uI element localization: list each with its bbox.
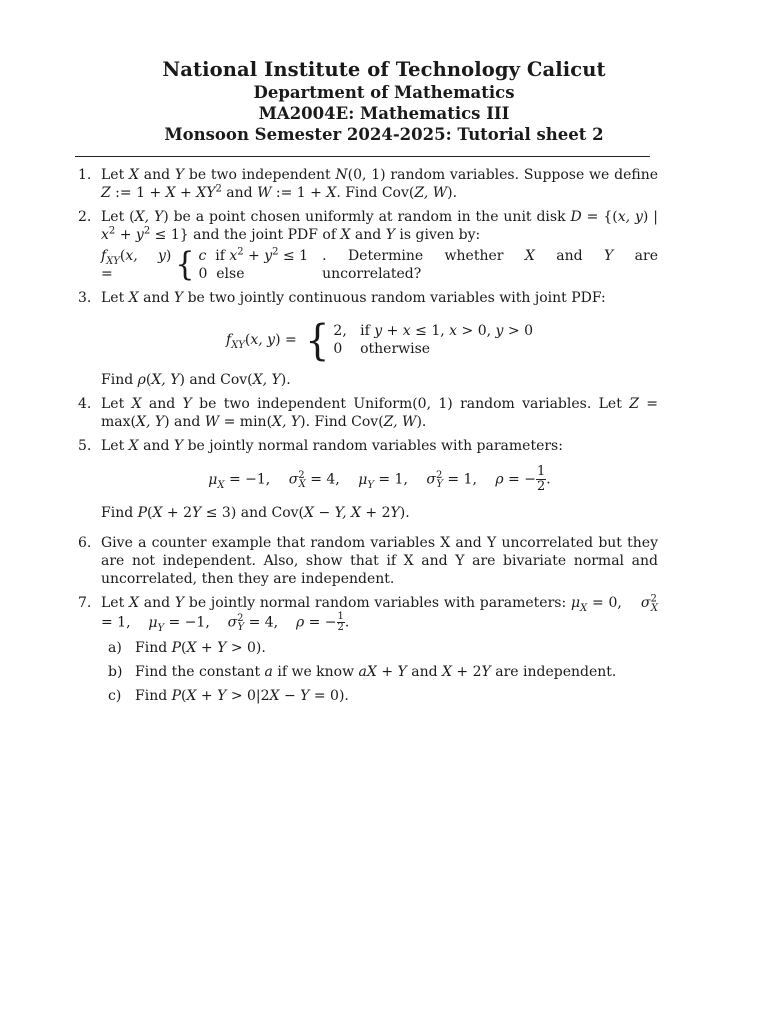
institute-title: National Institute of Technology Calicut bbox=[162, 58, 606, 81]
problem-text: Let (X, Y) be a point chosen uniformly at random in the unit disk D = {(x, y) | $x^2 + y^2 \le 1$} and the joint PDF of X and Y is given by: $f_{XY}(x$, y) = { c if $x^2 + y^2 \le 1$ 0 else . Determine whether X and Y are uncorrelated? bbox=[101, 209, 659, 284]
problem-number: 5. bbox=[78, 438, 92, 454]
subpart-c: c) Find P(X + Y > 0|2X − Y = 0). bbox=[101, 687, 658, 705]
problem-number: 1. bbox=[78, 167, 92, 183]
problem-number: 7. bbox=[78, 595, 92, 611]
subpart-a: a) Find P(X + Y > 0). bbox=[101, 639, 658, 657]
subpart-list bbox=[101, 639, 658, 705]
problem-text: Let X and Y be two independent Uniform(0, 1) random variables. Let Z = max(X, Y) and W = min(X, Y). Find Cov(Z, W). bbox=[101, 396, 658, 430]
pdf-definition: $f_{XY}(x$, y) = { 2, if y + x ≤ 1, x > 0, y > 0 0 otherwise bbox=[226, 315, 533, 365]
parameter-display: $\mu_X = -1$, $\sigma^2_X = 4$, $\mu_Y = 1$, $\sigma^2_Y = 1$, ρ = − $\frac{1}{2}$ . bbox=[208, 464, 551, 494]
problem-1 bbox=[78, 166, 658, 202]
problem-number: 2. bbox=[78, 209, 92, 225]
problem-7 bbox=[78, 594, 658, 705]
problem-text: Give a counter example that random variables X and Y uncorrelated but they are not independent. Also, show that if X and Y are bivariate normal and uncorrelated, then they are independent. bbox=[101, 535, 658, 587]
sheet-title: Monsoon Semester 2024-2025: Tutorial sheet 2 bbox=[164, 125, 604, 144]
subpart-b: b) Find the constant a if we know aX + Y and X + 2Y are independent. bbox=[101, 663, 658, 681]
problem-number: 6. bbox=[78, 535, 92, 551]
header-divider bbox=[75, 156, 650, 157]
course-title: MA2004E: Mathematics III bbox=[258, 104, 510, 123]
problem-2 bbox=[78, 208, 658, 283]
problem-6 bbox=[78, 534, 658, 588]
problem-list bbox=[78, 166, 658, 711]
problem-text: Let X and Y be jointly normal random variables with parameters: $\mu_X = 0$, $\sigma^2_X = 1$, $\mu_Y = -1$, $\sigma^2_Y = 4$, ρ = − $\frac{1}{2}$ . a) Find P(X + Y > 0). b) Find the constant a if we know aX + Y and X + 2Y are independent. c) Find P(X + Y > 0|2X − Y = 0). bbox=[101, 593, 658, 704]
problem-number: 3. bbox=[78, 290, 92, 306]
department-title: Department of Mathematics bbox=[253, 83, 515, 102]
problem-3 bbox=[78, 289, 658, 389]
problem-text: Let X and Y be jointly normal random variables with parameters: $\mu_X = -1$, $\sigma^2_X = 4$, $\mu_Y = 1$, $\sigma^2_Y = 1$, ρ = − $\frac{1}{2}$ . Find P(X + 2Y ≤ 3) and Cov(X − Y, X + 2Y). bbox=[101, 437, 658, 522]
problem-5 bbox=[78, 437, 658, 522]
problem-text: Let X and Y be two independent N(0, 1) random variables. Suppose we define Z := $1 + X + XY^2$ and W := 1 + X. Find Cov(Z, W). bbox=[101, 167, 658, 201]
problem-4 bbox=[78, 395, 658, 431]
subpart-label: c) bbox=[108, 688, 122, 704]
document-header bbox=[0, 58, 768, 145]
pdf-definition: $f_{XY}(x$, y) = { c if $x^2 + y^2 \le 1$ 0 else . Determine whether X and Y are uncorrelated? bbox=[101, 245, 659, 284]
problem-number: 4. bbox=[78, 396, 92, 412]
subpart-label: b) bbox=[108, 664, 123, 680]
subpart-label: a) bbox=[108, 640, 122, 656]
problem-text: Let X and Y be two jointly continuous random variables with joint PDF: $f_{XY}(x$, y) = { 2, if y + x ≤ 1, x > 0, y > 0 0 otherwise Find ρ(X, Y) and Cov(X, Y). bbox=[101, 289, 658, 389]
